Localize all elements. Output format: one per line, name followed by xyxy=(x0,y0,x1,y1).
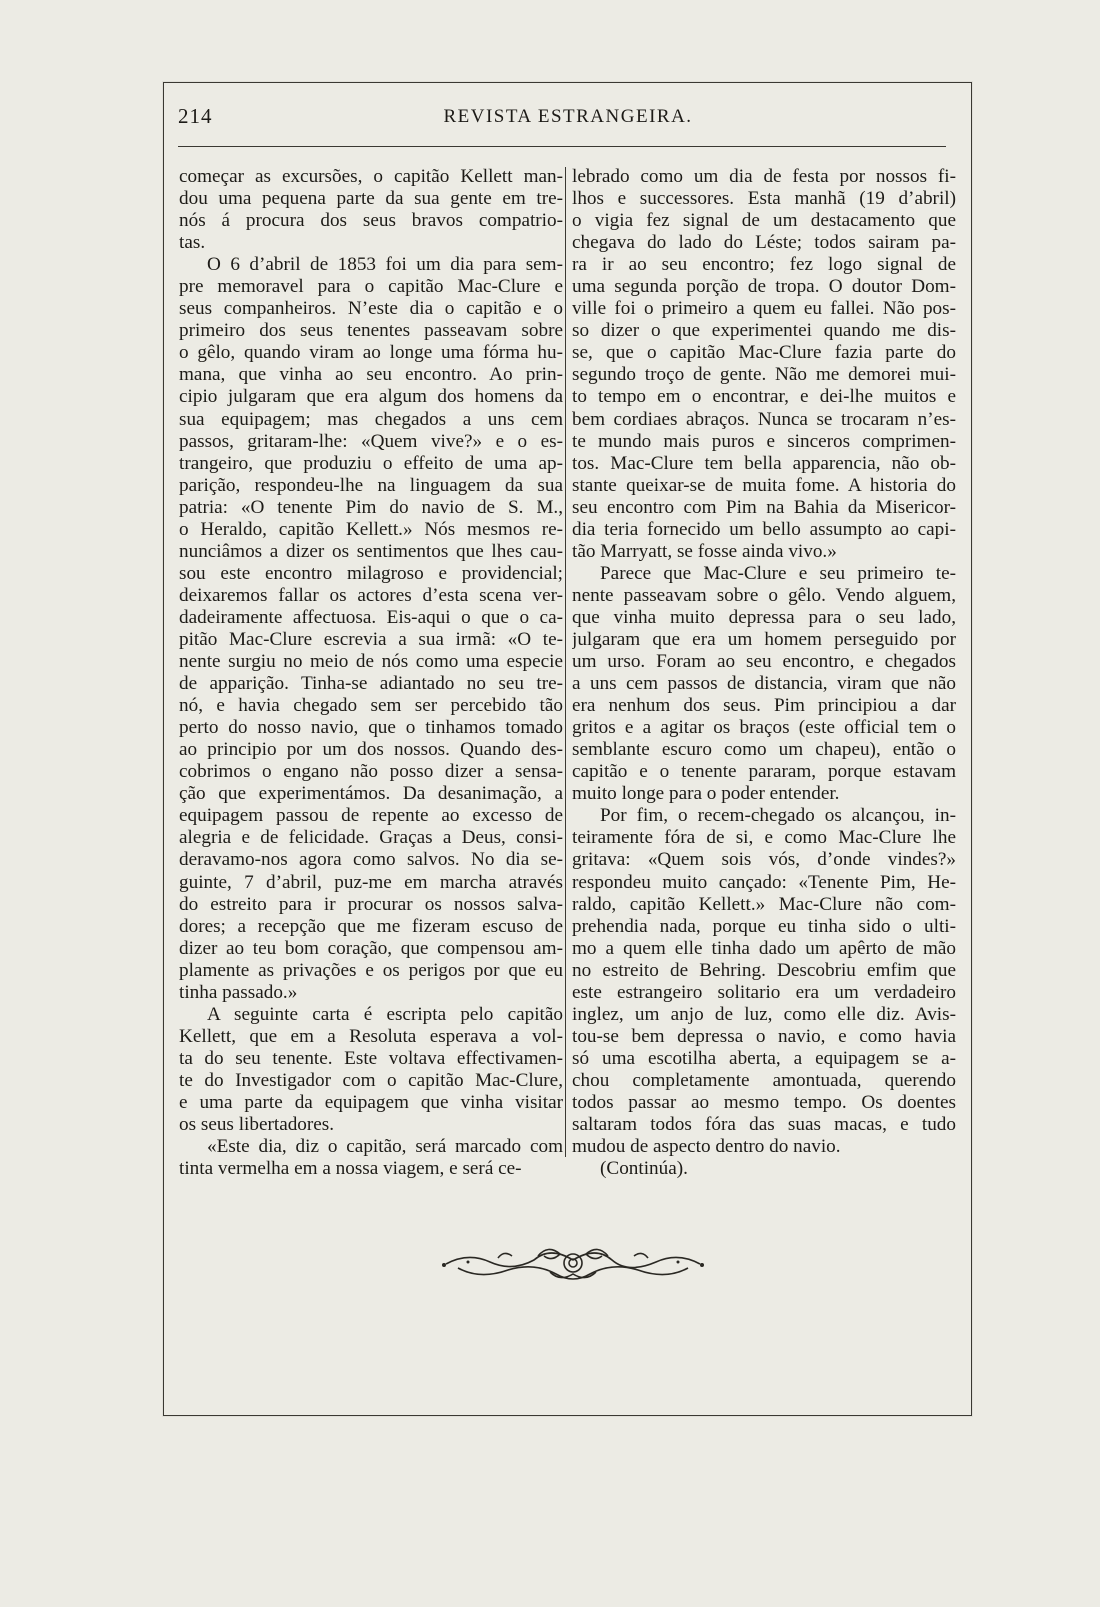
text-line: raldo, capitão Kellett.» Mac-Clure não com- xyxy=(572,893,956,915)
text-line: gritos e a agitar os braços (este official tem o xyxy=(572,717,956,739)
text-line: nós á procura dos seus bravos compatrio- xyxy=(179,210,563,232)
text-line: inglez, um anjo de luz, como elle diz. Avis- xyxy=(572,1003,956,1025)
text-line: o vigia fez signal de um destacamento que xyxy=(572,210,956,232)
text-line: tou-se bem depressa o navio, e como havia xyxy=(572,1025,956,1047)
text-line: pre memoravel para o capitão Mac-Clure e xyxy=(179,276,563,298)
text-line: mana, que vinha ao seu encontro. Ao prin- xyxy=(179,364,563,386)
text-line: «Este dia, diz o capitão, será marcado com xyxy=(207,1136,563,1158)
text-line: segundo troço de gente. Não me demorei mui- xyxy=(572,364,956,386)
text-line: semblante escuro como um chapeu), então o xyxy=(572,739,956,761)
text-line: um urso. Foram ao seu encontro, e chegados xyxy=(572,651,956,673)
text-line: uma segunda porção de tropa. O doutor Dom- xyxy=(572,276,956,298)
text-line: ville foi o primeiro a quem eu fallei. Não pos- xyxy=(572,298,956,320)
page-header xyxy=(178,104,958,134)
text-line: seus companheiros. N’este dia o capitão e o xyxy=(179,298,563,320)
text-line: todos passar ao mesmo tempo. Os doentes xyxy=(572,1091,956,1113)
text-line: sou este encontro milagroso e providencial; xyxy=(179,562,563,584)
text-line: ra ir ao seu encontro; fez logo signal de xyxy=(572,254,956,276)
text-line: tinta vermelha em a nossa viagem, e será ce- xyxy=(179,1158,522,1180)
text-line: capitão e o tenente pararam, porque estavam xyxy=(572,761,956,783)
text-line: que vinha muito depressa para o seu lado, xyxy=(572,606,956,628)
text-line: cipio julgaram que era algum dos homens da xyxy=(179,386,563,408)
running-title: REVISTA ESTRANGEIRA. xyxy=(443,106,693,127)
text-line: começar as excursões, o capitão Kellett man- xyxy=(179,166,563,187)
text-line: (Continúa). xyxy=(600,1158,688,1180)
text-line: prehendia nada, porque eu tinha sido o ulti- xyxy=(572,915,956,937)
text-line: saltaram todos fóra das suas macas, e tudo xyxy=(572,1114,956,1136)
text-line: dia teria fornecido um bello assumpto ao capi- xyxy=(572,518,956,540)
text-line: se, que o capitão Mac-Clure fazia parte do xyxy=(572,342,956,364)
text-line: dadeiramente affectuosa. Eis-aqui o que o ca- xyxy=(179,606,563,628)
text-line: respondeu muito cançado: «Tenente Pim, He- xyxy=(572,871,956,893)
text-line: mudou de aspecto dentro do navio. xyxy=(572,1136,841,1158)
column-divider xyxy=(565,167,566,1157)
text-line: a uns cem passos de distancia, viram que não xyxy=(572,673,956,695)
text-line: alegria e de felicidade. Graças a Deus, consi- xyxy=(179,827,563,849)
text-line: Parece que Mac-Clure e seu primeiro te- xyxy=(600,562,956,584)
text-line: teiramente fóra de si, e como Mac-Clure lhe xyxy=(572,827,956,849)
text-line: tinha passado.» xyxy=(179,981,298,1003)
text-line: O 6 d’abril de 1853 foi um dia para sem- xyxy=(207,254,563,276)
text-line: do estreito para ir procurar os nossos salva- xyxy=(179,893,563,915)
text-line: perto do nosso navio, que o tinhamos tomado xyxy=(179,717,563,739)
text-line: tos. Mac-Clure tem bella apparencia, não ob- xyxy=(572,452,956,474)
text-line: cobrimos o engano não posso dizer a sensa- xyxy=(179,761,563,783)
text-line: dizer ao teu bom coração, que compensou am- xyxy=(179,937,563,959)
text-line: A seguinte carta é escripta pelo capitão xyxy=(207,1003,563,1025)
text-line: ção que experimentámos. Da desanimação, a xyxy=(179,783,563,805)
text-line: o Heraldo, capitão Kellett.» Nós mesmos re- xyxy=(179,518,563,540)
text-line: no estreito de Behring. Descobriu emfim que xyxy=(572,959,956,981)
text-line: lebrado como um dia de festa por nossos fi- xyxy=(572,166,956,187)
text-line: mo a quem elle tinha dado um apêrto de mão xyxy=(572,937,956,959)
text-line: Por fim, o recem-chegado os alcançou, in- xyxy=(600,805,956,827)
text-line: ta do seu tenente. Este voltava effectivamen- xyxy=(179,1047,563,1069)
text-line: tão Marryatt, se fosse ainda vivo.» xyxy=(572,540,837,562)
text-line: de apparição. Tinha-se adiantado no seu tre- xyxy=(179,673,563,695)
text-line: julgaram que era um homem perseguido por xyxy=(572,628,956,650)
text-line: plamente as privações e os perigos por que eu xyxy=(179,959,563,981)
text-line: deravamo-nos agora como salvos. No dia se- xyxy=(179,849,563,871)
text-line: patria: «O tenente Pim do navio de S. M., xyxy=(179,496,563,518)
text-line: guinte, 7 d’abril, puz-me em marcha através xyxy=(179,871,563,893)
text-line: só uma escotilha aberta, a equipagem se a- xyxy=(572,1047,956,1069)
header-rule xyxy=(178,146,946,147)
text-line: passos, gritaram-lhe: «Quem vive?» e o es- xyxy=(179,430,563,452)
text-line: muito longe para o poder entender. xyxy=(572,783,840,805)
text-line: to tempo em o encontrar, e dei-lhe muitos e xyxy=(572,386,956,408)
text-line: trangeiro, que produziu o effeito de uma ap- xyxy=(179,452,563,474)
text-line: te do Investigador com o capitão Mac-Clure, xyxy=(179,1069,563,1091)
text-line: parição, respondeu-lhe na linguagem da sua xyxy=(179,474,563,496)
text-line: Kellett, que em a Resoluta esperava a vol- xyxy=(179,1025,563,1047)
text-line: o gêlo, quando viram ao longe uma fórma hu- xyxy=(179,342,563,364)
text-line: pitão Mac-Clure escrevia a sua irmã: «O te- xyxy=(179,628,563,650)
text-line: sua equipagem; mas chegados a uns cem xyxy=(179,408,563,430)
text-line: nunciâmos a dizer os sentimentos que lhes cau- xyxy=(179,540,563,562)
text-line: gritava: «Quem sois vós, d’onde vindes?» xyxy=(572,849,956,871)
decorative-ornament xyxy=(438,1238,708,1288)
text-line: te mundo mais puros e sinceros comprimen- xyxy=(572,430,956,452)
text-line: nó, e havia chegado sem ser percebido tão xyxy=(179,695,563,717)
text-line: stante queixar-se de muita fome. A historia do xyxy=(572,474,956,496)
text-line: chegava do lado do Léste; todos sairam pa- xyxy=(572,232,956,254)
text-line: este estrangeiro solitario era um verdadeiro xyxy=(572,981,956,1003)
text-line: era nenhum dos seus. Pim principiou a dar xyxy=(572,695,956,717)
text-line: dores; a recepção que me fizeram escuso de xyxy=(179,915,563,937)
text-line: seu encontro com Pim na Bahia da Misericor- xyxy=(572,496,956,518)
text-line: tas. xyxy=(179,232,206,254)
text-line: primeiro dos seus tenentes passeavam sobre xyxy=(179,320,563,342)
right-text-column xyxy=(572,166,956,1180)
text-line: nente passeavam sobre o gêlo. Vendo alguem, xyxy=(572,584,956,606)
text-line: so dizer o que experimentei quando me dis- xyxy=(572,320,956,342)
text-line: os seus libertadores. xyxy=(179,1114,335,1136)
text-line: e uma parte da equipagem que vinha visitar xyxy=(179,1091,563,1113)
text-line: nente surgiu no meio de nós como uma especie xyxy=(179,651,563,673)
text-line: equipagem passou de repente ao excesso de xyxy=(179,805,563,827)
page-number: 214 xyxy=(178,104,213,128)
text-line: chou completamente amontuada, querendo xyxy=(572,1069,956,1091)
text-line: deixaremos fallar os actores d’esta scena ver- xyxy=(179,584,563,606)
left-text-column xyxy=(179,166,563,1180)
text-line: lhos e successores. Esta manhã (19 d’abril) xyxy=(572,188,956,210)
text-line: dou uma pequena parte da sua gente em tre- xyxy=(179,188,563,210)
text-line: ao principio por um dos nossos. Quando des- xyxy=(179,739,563,761)
text-line: bem cordiaes abraços. Nunca se trocaram n’es- xyxy=(572,408,956,430)
